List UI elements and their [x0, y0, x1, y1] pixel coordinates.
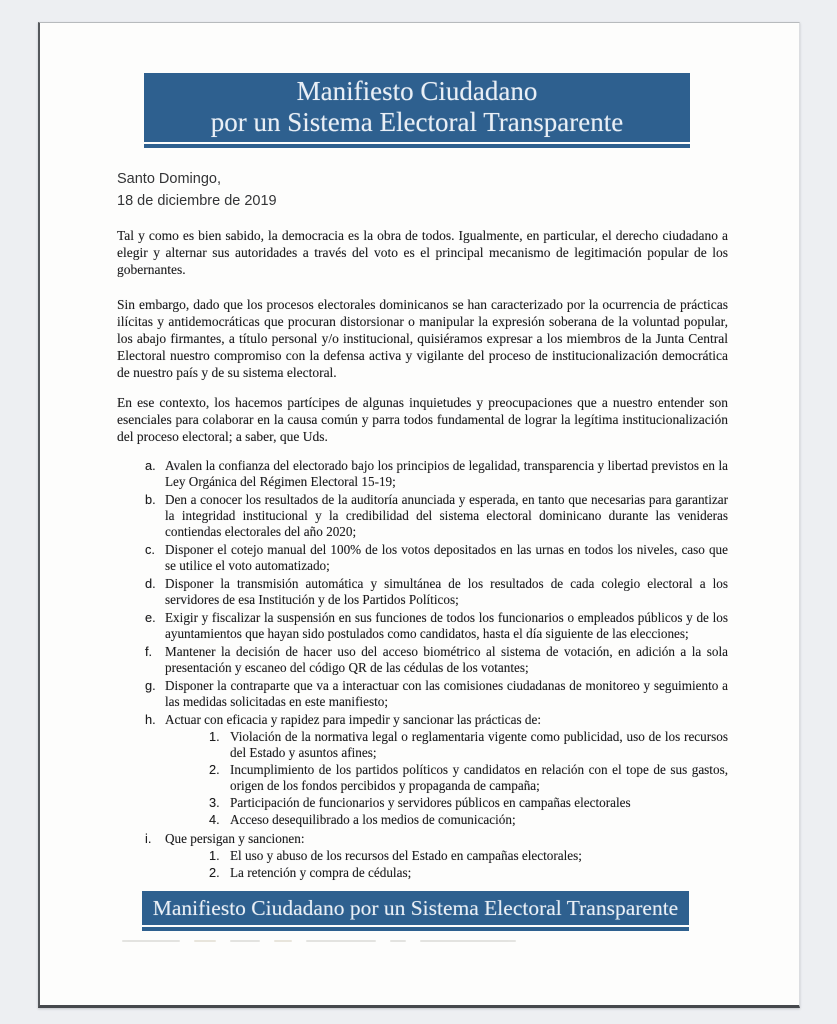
paragraph-2: Sin embargo, dado que los procesos electorales dominicanos se han caracterizado por la ocurrencia de prácticas ilícitas y antidemocráticas que procuran distorsionar o manipular la expresión soberana de la voluntad popular, los abajo firmantes, a título personal y/o institucional, quisiéramos expresar a los miembros de la Junta Central Electoral nuestro compromiso con la defensa activa y vigilante del proceso de institucionalización democrática de nuestro país y de su sistema electoral.	[117, 297, 728, 380]
header-banner-line2: por un Sistema Electoral Transparente	[210, 107, 624, 137]
list-marker: d.	[145, 576, 156, 591]
list-item-g	[145, 678, 728, 710]
sublist-marker: 4.	[209, 812, 220, 827]
lettered-list	[145, 458, 728, 882]
sublist-item-text: El uso y abuso de los recursos del Estado en campañas electorales;	[230, 848, 582, 863]
list-marker: b.	[145, 492, 156, 507]
list-item-text: Disponer la transmisión automática y simultánea de los resultados de cada colegio electoral a los servidores de esa Institución y de los Partidos Políticos;	[165, 576, 728, 607]
list-item-text: Avalen la confianza del electorado bajo los principios de legalidad, transparencia y libertad previstos en la Ley Orgánica del Régimen Electoral 15-19;	[165, 458, 728, 489]
sublist-item	[209, 795, 728, 811]
list-item-text: Actuar con eficacia y rapidez para impedir y sancionar las prácticas de:	[165, 712, 542, 727]
sublist-i	[209, 848, 728, 881]
list-item-d	[145, 576, 728, 608]
sublist-item-text: La retención y compra de cédulas;	[230, 865, 412, 880]
sublist-item	[209, 729, 728, 761]
sublist-item-text: Violación de la normativa legal o reglamentaria vigente como publicidad, uso de los recursos del Estado y asuntos afines;	[230, 729, 728, 760]
header-banner-rule	[144, 144, 690, 148]
sublist-item-text: Acceso desequilibrado a los medios de comunicación;	[230, 812, 516, 827]
list-item-e	[145, 610, 728, 642]
list-item-text: Que persigan y sancionen:	[165, 831, 305, 846]
sublist-item-text: Participación de funcionarios y servidores públicos en campañas electorales	[230, 795, 631, 810]
paragraph-3: En ese contexto, los hacemos partícipes de algunas inquietudes y preocupaciones que a nuestro entender son esenciales para colaborar en la causa común y parra todos fundamental de lograr la legítima institucionalización del proceso electoral; a saber, que Uds.	[117, 395, 728, 444]
sublist-marker: 1.	[209, 729, 220, 744]
sublist-item-text: Incumplimiento de los partidos políticos y candidatos en relación con el tope de sus gastos, origen de los fondos percibidos y propaganda de campaña;	[230, 762, 728, 793]
sublist-h	[209, 729, 728, 828]
sublist-item	[209, 762, 728, 794]
header-banner-line1: Manifiesto Ciudadano	[296, 76, 538, 106]
list-item-i	[145, 831, 728, 882]
list-item-c	[145, 542, 728, 574]
list-item-body	[165, 712, 728, 829]
footer-banner	[142, 891, 689, 925]
header-banner	[144, 73, 690, 142]
sublist-marker: 2.	[209, 865, 220, 880]
paragraph-1: Tal y como es bien sabido, la democracia es la obra de todos. Igualmente, en particular, el derecho ciudadano a elegir y alternar sus autoridades a través del voto es el principal mecanismo de legitimación popular de los gobernantes.	[117, 228, 728, 277]
list-item-b	[145, 492, 728, 540]
footer-banner-rule	[142, 927, 689, 931]
dateline	[117, 168, 728, 212]
list-item-text: Den a conocer los resultados de la auditoría anunciada y esperada, en tanto que necesarias para garantizar la integridad institucional y la credibilidad del sistema electoral dominicano durante las venideras contiendas electorales del año 2020;	[165, 492, 728, 539]
sublist-item	[209, 848, 728, 864]
list-item-body	[165, 831, 728, 882]
list-item-text: Disponer el cotejo manual del 100% de los votos depositados en las urnas en todos los niveles, caso que se utilice el voto automatizado;	[165, 542, 728, 573]
list-marker: f.	[145, 644, 153, 659]
sublist-marker: 1.	[209, 848, 220, 863]
list-marker: i.	[145, 831, 152, 846]
list-item-text: Exigir y fiscalizar la suspensión en sus funciones de todos los funcionarios o empleados públicos y de los ayuntamientos que hayan sido postulados como candidatos, hasta el día siguiente de las elecciones;	[165, 610, 728, 641]
list-item-f	[145, 644, 728, 676]
list-marker: a.	[145, 458, 156, 473]
list-item-a	[145, 458, 728, 490]
list-item-text: Disponer la contraparte que va a interactuar con las comisiones ciudadanas de monitoreo y seguimiento a las medidas solicitadas en este manifiesto;	[165, 678, 728, 709]
scan-smudge-marks	[122, 940, 552, 942]
sublist-marker: 3.	[209, 795, 220, 810]
list-item-h	[145, 712, 728, 829]
sublist-item	[209, 865, 728, 881]
list-marker: e.	[145, 610, 156, 625]
list-marker: c.	[145, 542, 155, 557]
list-marker: g.	[145, 678, 156, 693]
list-marker: h.	[145, 712, 156, 727]
sublist-item	[209, 812, 728, 828]
dateline-date: 18 de diciembre de 2019	[117, 193, 277, 209]
footer-banner-text: Manifiesto Ciudadano por un Sistema Electoral Transparente	[152, 896, 679, 920]
list-item-text: Mantener la decisión de hacer uso del acceso biométrico al sistema de votación, en adición a la sola presentación y escaneo del código QR de las cédulas de los votantes;	[165, 644, 728, 675]
document-content	[40, 73, 799, 942]
scanned-document-page	[38, 22, 800, 1008]
dateline-city: Santo Domingo,	[117, 171, 221, 187]
sublist-marker: 2.	[209, 762, 220, 777]
